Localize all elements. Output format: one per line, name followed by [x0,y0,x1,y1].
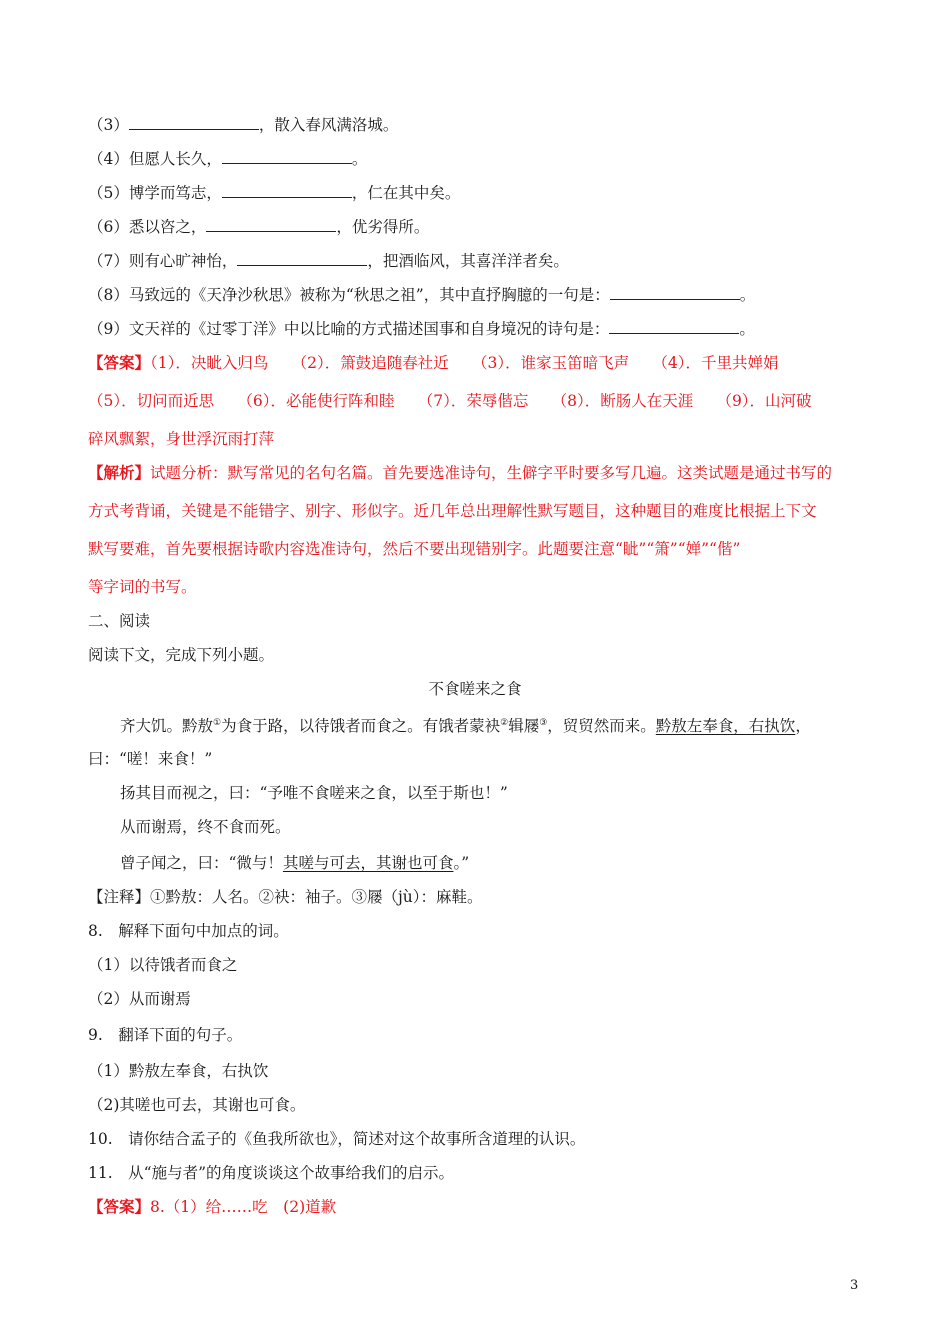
answer-label: 【答案】 [88,353,151,372]
analysis-label: 【解析】 [88,463,151,482]
answer-line-1 [88,352,778,374]
passage-paragraph-3: 从而谢焉，终不食而死。 [120,818,291,836]
question-10: 10. 请你结合孟子的《鱼我所欲也》，简述对这个故事所含道理的认识。 [88,1130,586,1148]
answer-blank [222,149,352,164]
fill-item-7 [88,250,569,272]
passage-text: 齐大饥。黔敖 [120,717,214,736]
answer-text: 8.（1）给……吃 (2)道歉 [150,1198,337,1216]
analysis-line-1 [88,462,832,484]
item-text: （8）马致远的《天净沙秋思》被称为“秋思之祖”，其中直抒胸臆的一句是： [88,286,610,304]
question-9: 9. 翻译下面的句子。 [88,1026,243,1044]
question-8: 8. 解释下面句中加点的词。 [88,922,289,940]
item-text: ，仁在其中矣。 [351,184,461,202]
item-text: 。 [739,286,756,304]
footnote-mark: ③ [539,718,548,728]
item-text: 。 [739,320,755,338]
analysis-line-4: 等字词的书写。 [88,578,197,596]
question-9-1: （1）黔敖左奉食，右执饮 [88,1062,269,1080]
answer-blank [129,115,259,130]
question-9-2: （2)其嗟也可去，其谢也可食。 [88,1096,306,1114]
passage-paragraph-1-cont: 曰：“嗟！来食！” [88,750,213,768]
passage-title: 不食嗟来之食 [428,680,522,698]
passage-text: 为食于路，以待饿者而食之。有饿者蒙袂 [221,717,501,736]
answer-blank [237,251,367,266]
fill-item-8 [88,284,755,306]
passage-paragraph-4 [120,852,469,874]
item-text: ，散入春风满洛城。 [258,116,399,134]
answer-label: 【答案】 [88,1197,151,1216]
footnote-mark: ① [213,718,222,728]
answer-text: （1）．决眦入归鸟 （2）．箫鼓追随春社近 （3）．谁家玉笛暗飞声 （4）．千里共婵娟 [150,354,779,372]
answer-blank [609,319,739,334]
passage-text: 。” [453,854,470,872]
item-text: （6）悉以咨之， [88,218,207,236]
fill-item-9 [88,318,755,340]
question-11: 11. 从“施与者”的角度谈谈这个故事给我们的启示。 [88,1164,454,1182]
underlined-sentence: 其嗟与可去，其谢也可食 [282,854,454,872]
answer2-line [88,1196,336,1218]
item-text: （5）博学而笃志， [88,184,222,202]
page-number: 3 [850,1278,859,1293]
answer-line-2: （5）．切问而近思 （6）．必能使行阵和睦 （7）．荣辱偕忘 （8）．断肠人在天涯 （9）．山河破 [88,392,812,410]
item-prefix: （3） [88,116,129,134]
fill-item-3 [88,114,398,136]
fill-item-4 [88,148,367,170]
question-8-2: （2）从而谢焉 [88,990,191,1008]
item-text: ，优劣得所。 [336,218,430,236]
answer-line-3: 碎风飘絮，身世浮沉雨打萍 [88,430,275,448]
underlined-sentence: 黔敖左奉食，右执饮 [655,717,796,736]
passage-note: 【注释】①黔敖：人名。②袂：袖子。③屦（jù）：麻鞋。 [88,888,483,906]
answer-blank [222,183,352,198]
fill-item-6 [88,216,429,238]
answer-blank [610,285,740,300]
answer-blank [206,217,336,232]
analysis-line-2: 方式考背诵，关键是不能错字、别字、形似字。近几年总出理解性默写题目，这种题目的难度比根据上下文 [88,502,817,520]
item-text: 。 [351,150,368,168]
analysis-line-3: 默写要难，首先要根据诗歌内容选准诗句，然后不要出现错别字。此题要注意“眦”“箫”“婵”“偕” [88,540,741,558]
passage-paragraph-2: 扬其目而视之，曰：“予唯不食嗟来之食，以至于斯也！” [120,784,508,802]
passage-text: ， [795,717,811,736]
section-heading: 二、阅读 [88,612,151,630]
analysis-text: 试题分析：默写常见的名句名篇。首先要选准诗句，生僻字平时要多写几遍。这类试题是通过书写的 [150,464,833,482]
question-8-1: （1）以待饿者而食之 [88,956,238,974]
passage-paragraph-1 [120,712,811,737]
fill-item-5 [88,182,460,204]
item-text: （4）但愿人长久， [88,150,222,168]
passage-text: 曾子闻之，曰：“微与！ [120,854,283,872]
reading-instruction: 阅读下文，完成下列小题。 [88,646,275,664]
item-text: （7）则有心旷神怡， [88,252,238,270]
passage-text: ，贸贸然而来。 [547,717,656,736]
passage-text: 辑屦 [508,717,540,736]
footnote-mark: ② [500,718,509,728]
item-text: ，把酒临风，其喜洋洋者矣。 [367,252,569,270]
item-text: （9）文天祥的《过零丁洋》中以比喻的方式描述国事和自身境况的诗句是： [88,320,610,338]
